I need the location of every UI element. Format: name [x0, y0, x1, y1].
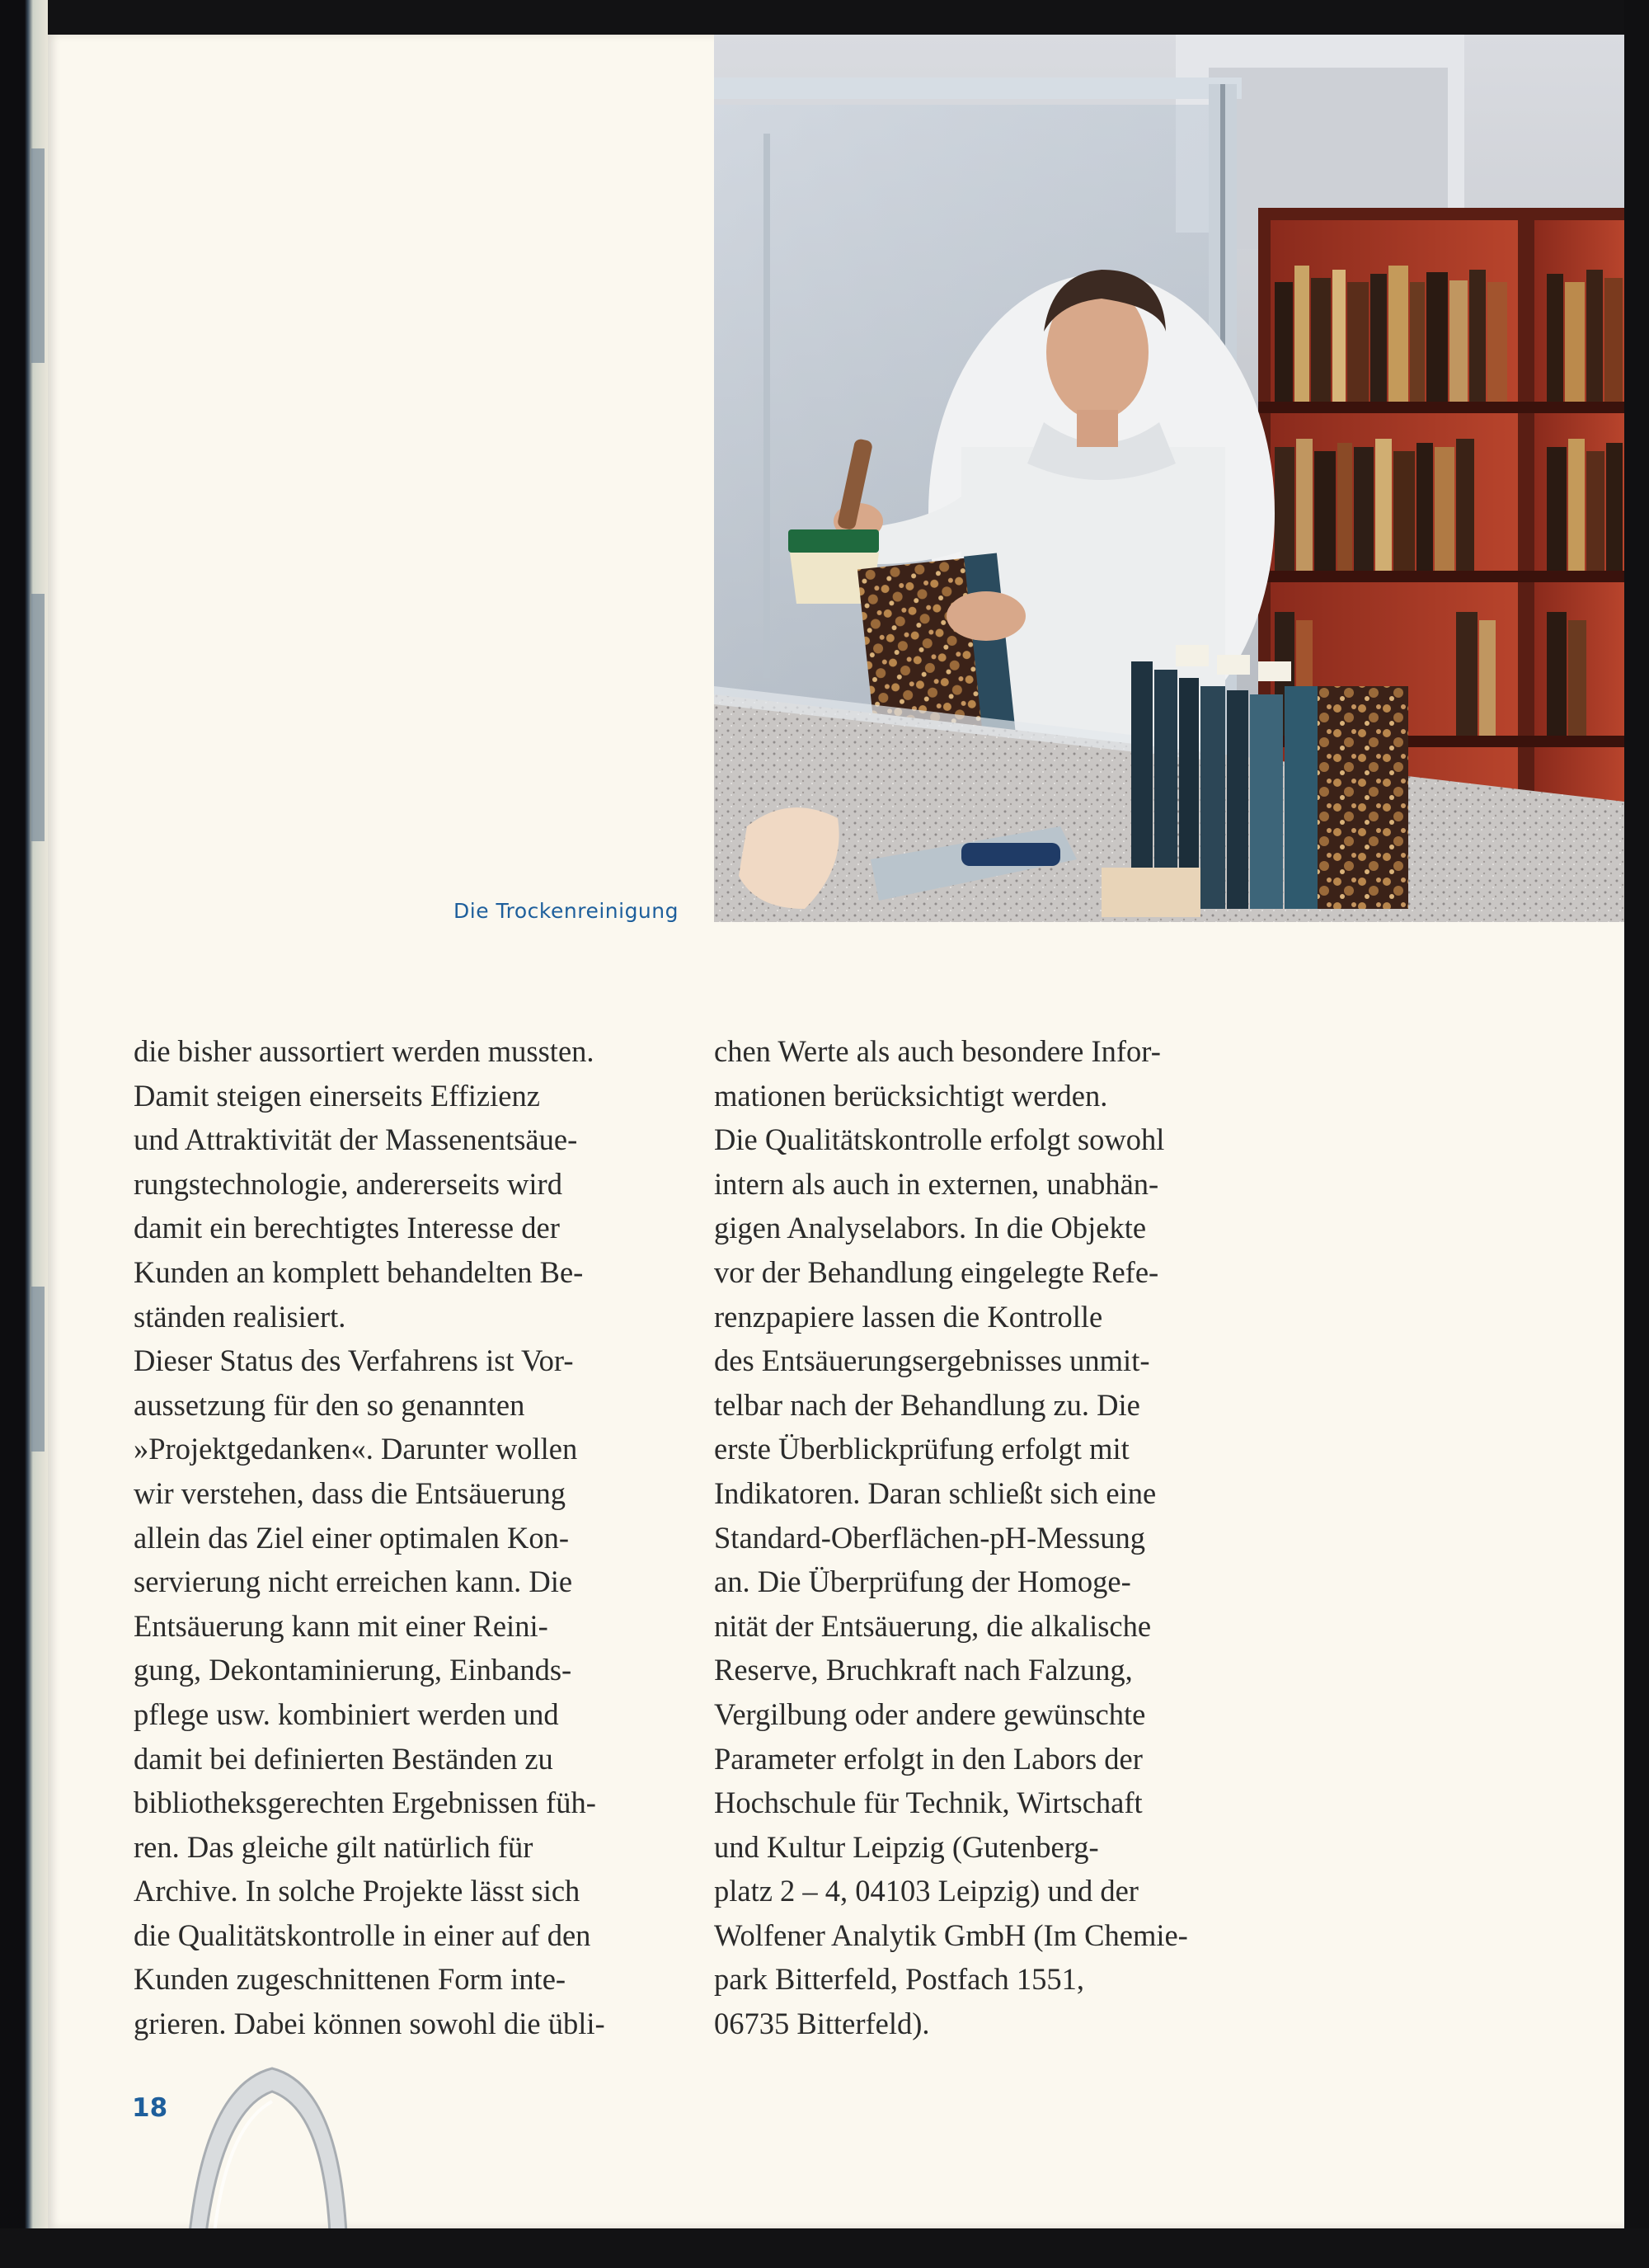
text-line: Die Qualitätskontrolle erfolgt sowohl: [714, 1122, 1165, 1157]
text-line: nität der Entsäuerung, die alkalische: [714, 1608, 1152, 1643]
text-line: 06735 Bitterfeld).: [714, 2007, 930, 2041]
text-line: des Entsäuerungsergebnisses unmit-: [714, 1343, 1150, 1378]
text-line: Entsäuerung kann mit einer Reini-: [134, 1608, 548, 1643]
text-line: die Qualitätskontrolle in einer auf den: [134, 1917, 591, 1952]
scan-top-edge: [0, 0, 1649, 35]
photo-caption: Die Trockenreinigung: [453, 899, 679, 923]
scan-left-edge: [0, 0, 48, 2268]
text-line: chen Werte als auch besondere Infor-: [714, 1034, 1161, 1068]
book-support-clip: [181, 2052, 363, 2233]
text-line: Reserve, Bruchkraft nach Falzung,: [714, 1653, 1133, 1687]
text-line: damit bei definierten Beständen zu: [134, 1741, 553, 1776]
text-line: pflege usw. kombiniert werden und: [134, 1696, 559, 1731]
text-line: ständen realisiert.: [134, 1299, 346, 1334]
text-line: Dieser Status des Verfahrens ist Vor-: [134, 1343, 574, 1378]
text-line: rungstechnologie, andererseits wird: [134, 1166, 562, 1201]
text-line: Wolfener Analytik GmbH (Im Chemie-: [714, 1917, 1188, 1952]
text-line: park Bitterfeld, Postfach 1551,: [714, 1962, 1085, 1997]
text-line: und Kultur Leipzig (Gutenberg-: [714, 1829, 1099, 1864]
text-line: Vergilbung oder andere gewünschte: [714, 1696, 1146, 1731]
text-column-right: [714, 1029, 1291, 2046]
scan-bottom-edge: [0, 2228, 1649, 2268]
text-line: Parameter erfolgt in den Labors der: [714, 1741, 1143, 1776]
text-line: bibliotheksgerechten Ergebnissen füh-: [134, 1786, 596, 1820]
text-line: mationen berücksichtigt werden.: [714, 1078, 1108, 1113]
text-line: Archive. In solche Projekte lässt sich: [134, 1874, 580, 1908]
text-line: intern als auch in externen, unabhän-: [714, 1166, 1159, 1201]
text-line: die bisher aussortiert werden mussten.: [134, 1034, 594, 1068]
text-line: grieren. Dabei können sowohl die übli-: [134, 2007, 605, 2041]
photo-dry-cleaning: [714, 35, 1624, 922]
text-line: ren. Das gleiche gilt natürlich für: [134, 1829, 533, 1864]
text-line: vor der Behandlung eingelegte Refe-: [714, 1254, 1159, 1289]
text-line: erste Überblickprüfung erfolgt mit: [714, 1432, 1130, 1466]
text-line: aussetzung für den so genannten: [134, 1387, 525, 1422]
text-line: Kunden zugeschnittenen Form inte-: [134, 1962, 566, 1997]
text-line: wir verstehen, dass die Entsäuerung: [134, 1475, 566, 1510]
text-line: allein das Ziel einer optimalen Kon-: [134, 1520, 570, 1555]
text-line: und Attraktivität der Massenentsäue-: [134, 1122, 578, 1157]
page-number: 18: [132, 2093, 168, 2123]
text-line: platz 2 – 4, 04103 Leipzig) und der: [714, 1874, 1139, 1908]
text-line: servierung nicht erreichen kann. Die: [134, 1565, 573, 1599]
text-line: »Projektgedanken«. Darunter wollen: [134, 1432, 578, 1466]
text-line: Indikatoren. Daran schließt sich eine: [714, 1475, 1157, 1510]
text-line: renzpapiere lassen die Kontrolle: [714, 1299, 1103, 1334]
text-line: Hochschule für Technik, Wirtschaft: [714, 1786, 1143, 1820]
text-line: telbar nach der Behandlung zu. Die: [714, 1387, 1140, 1422]
text-line: Damit steigen einerseits Effizienz: [134, 1078, 540, 1113]
text-line: an. Die Überprüfung der Homoge-: [714, 1565, 1131, 1599]
text-column-left: [134, 1029, 711, 2046]
text-line: Standard-Oberflächen-pH-Messung: [714, 1520, 1145, 1555]
scan-right-edge: [1624, 0, 1649, 2268]
text-line: damit ein berechtigtes Interesse der: [134, 1211, 560, 1245]
text-line: gung, Dekontaminierung, Einbands-: [134, 1653, 572, 1687]
text-line: Kunden an komplett behandelten Be-: [134, 1254, 584, 1289]
text-line: gigen Analyselabors. In die Objekte: [714, 1211, 1147, 1245]
